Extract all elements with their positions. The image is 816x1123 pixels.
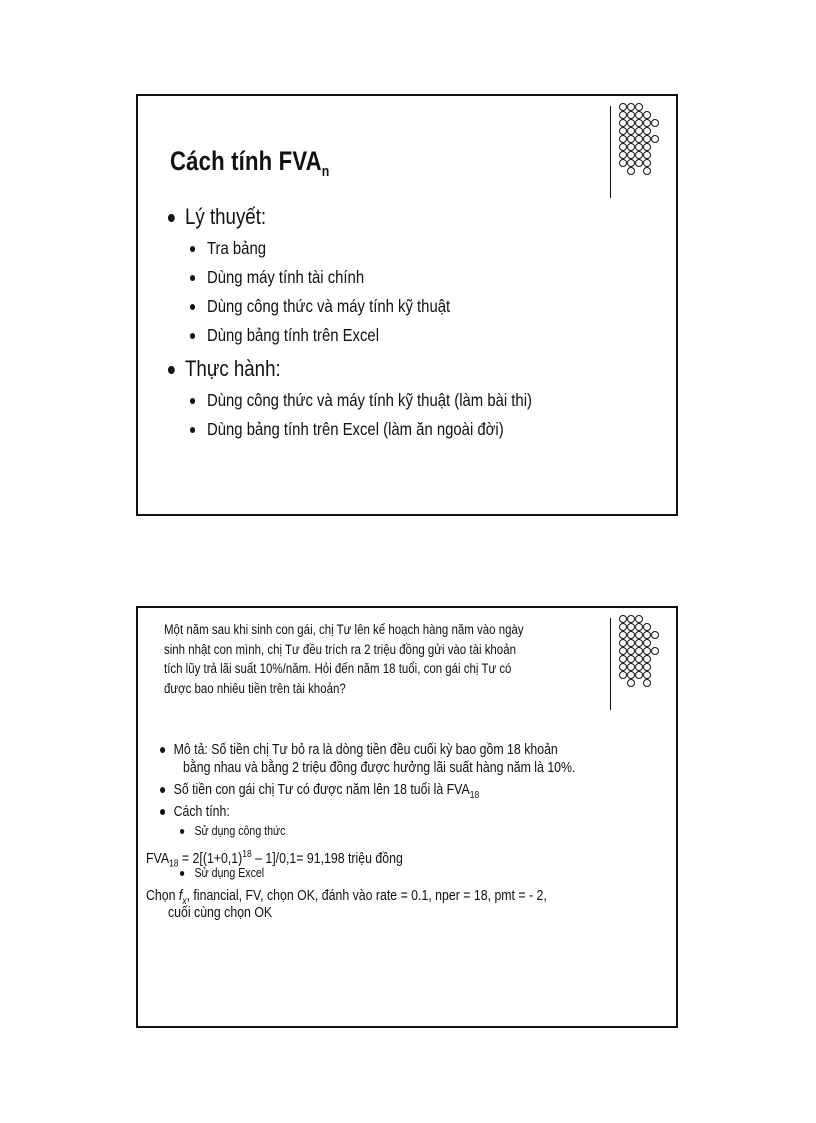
amount-bullet: Số tiền con gái chị Tư có được năm lên 18 tuổi là $FVA_{18}$ [160,782,479,804]
slide-title: Cách tính $FVA_n$ [170,146,330,180]
bullet-icon [190,333,195,339]
bullet-icon [190,398,195,404]
bullet-icon [190,275,195,281]
excel-instructions-continuation: cuối cùng chọn OK [168,905,273,921]
excel-instructions: Chọn $f_x$, financial, FV, chọn OK, đánh vào rate = 0.1, nper = 18, pmt = - 2, [146,888,547,907]
title-divider [610,106,611,198]
sub-bullet: Tra bảng [190,238,266,259]
bullet-icon [160,787,165,793]
circles-decoration-icon [618,614,674,700]
description-bullet: Mô tả: Số tiền chị Tư bỏ ra là dòng tiền đều cuối kỳ bao gồm 18 khoản [160,742,558,759]
bullet-icon [168,366,175,374]
description-continuation: bằng nhau và bằng 2 triệu đồng được hưởng lãi suất hàng năm là 10%. [183,760,576,776]
method-bullet: Cách tính: [160,804,230,821]
bullet-icon [160,809,165,815]
circles-decoration-icon [618,102,674,188]
bullet-icon [190,246,195,252]
bullet-icon [190,427,195,433]
sub-bullet: Dùng công thức và máy tính kỹ thuật [190,296,450,317]
sub-bullet: Dùng công thức và máy tính kỹ thuật (làm bài thi) [190,390,532,411]
slide-fva-methods [136,94,678,516]
bullet-icon [180,829,184,834]
bullet-practice: Thực hành: [168,356,281,382]
sub-bullet: Dùng bảng tính trên Excel (làm ăn ngoài đời) [190,419,504,440]
bullet-icon [190,304,195,310]
formula-sub-bullet: Sử dụng công thức [180,824,285,838]
excel-sub-bullet: Sử dụng Excel [180,866,264,880]
bullet-theory: Lý thuyết: [168,204,266,230]
bullet-icon [160,747,165,753]
problem-statement: Một năm sau khi sinh con gái, chị Tư lên kế hoạch hàng năm vào ngày sinh nhật con mình, chị Tư đều trích ra 2 triệu đồng gửi vào tài khoản tích lũy trả lãi suất 10%/năm. Hỏi đến năm 18 tuổi, con gái chị Tư có được bao nhiêu tiền trên tài khoản? [164,622,524,696]
bullet-icon [180,871,184,876]
formula-line: $FVA_{18} = 2[(1+0,1)^{18} - 1]/0,1= 91,198$ triệu đồng [146,849,403,870]
bullet-icon [168,214,175,222]
sub-bullet: Dùng bảng tính trên Excel [190,325,379,346]
slide-example [136,606,678,1028]
title-divider [610,618,611,710]
sub-bullet: Dùng máy tính tài chính [190,267,364,288]
